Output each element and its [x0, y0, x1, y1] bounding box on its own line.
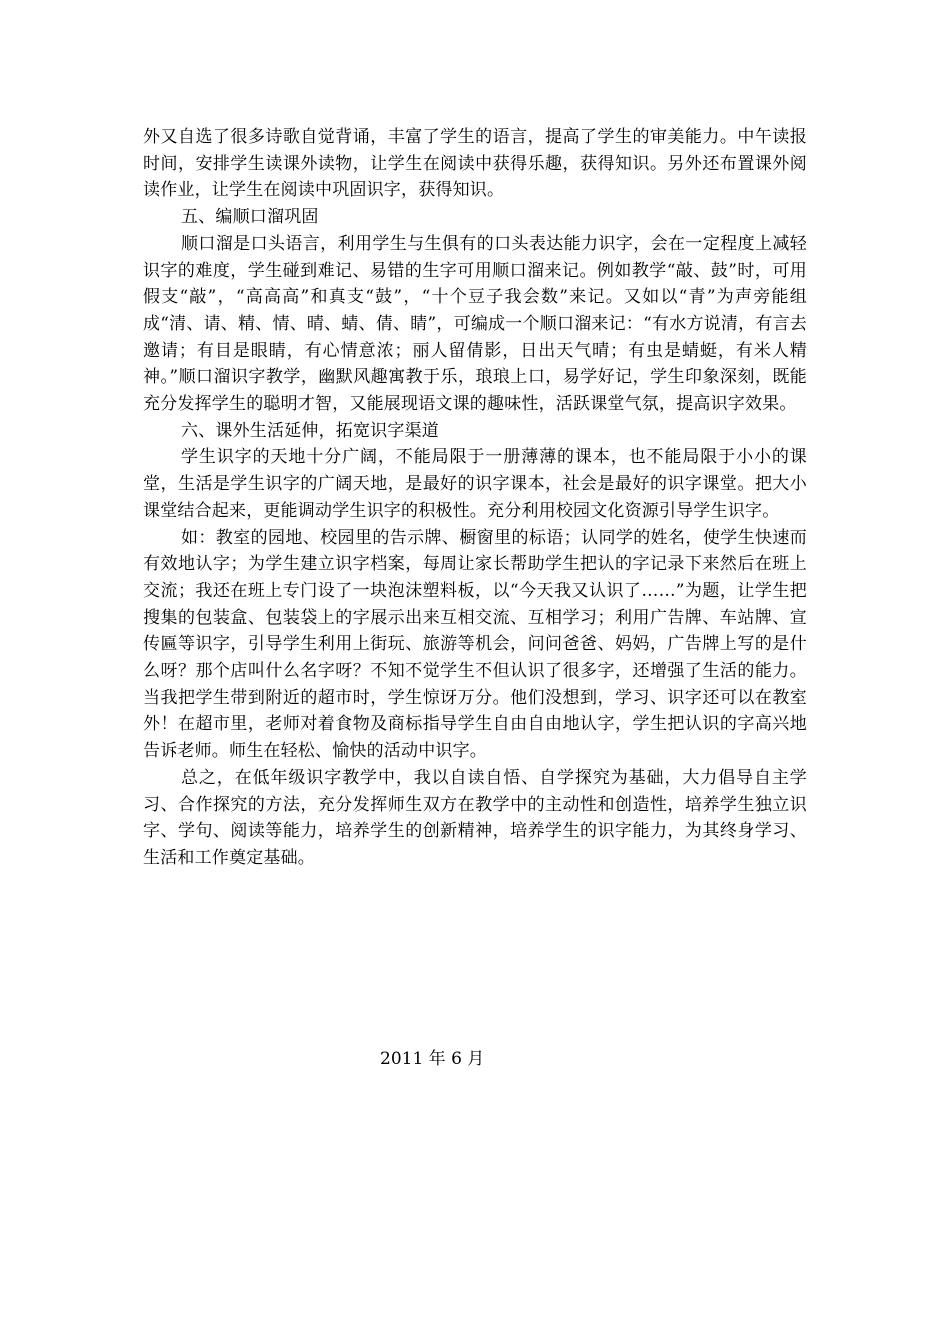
paragraph-conclusion: 总之，在低年级识字教学中，我以自读自悟、自学探究为基础，大力倡导自主学习、合作探究的方法，充分发挥师生双方在教学中的主动性和创造性，培养学生独立识字、学句、阅读等能力，培养学生的创新精神，培养学生的识字能力，为其终身学习、生活和工作奠定基础。 — [143, 767, 807, 868]
paragraph-examples: 如：教室的园地、校园里的告示牌、橱窗里的标语；认同学的姓名，使学生快速而有效地认字；为学生建立识字档案，每周让家长帮助学生把认的字记录下来然后在班上交流；我还在班上专门设了一块泡沫塑料板，以“今天我又认识了……”为题，让学生把搜集的包装盒、包装袋上的字展示出来互相交流、互相学习；利用广告牌、车站牌、宣传匾等识字，引导学生利用上街玩、旅游等机会，问问爸爸、妈妈，广告牌上写的是什么呀？那个店叫什么名字呀？不知不觉学生不但认识了很多字，还增强了生活的能力。当我把学生带到附近的超市时，学生惊讶万分。他们没想到，学习、识字还可以在教室外！在超市里，老师对着食物及商标指导学生自由自由地认字，学生把认识的字高兴地告诉老师。师生在轻松、愉快的活动中识字。 — [143, 527, 807, 762]
document-body — [143, 124, 807, 872]
section-heading-6: 六、课外生活延伸，拓宽识字渠道 — [181, 420, 439, 441]
paragraph-life-extension: 学生识字的天地十分广阔，不能局限于一册薄薄的课本，也不能局限于小小的课堂，生活是学生识字的广阔天地，是最好的识字课本，社会是最好的识字课堂。把大小课堂结合起来，更能调动学生识字的积极性。充分利用校园文化资源引导学生识字。 — [143, 447, 807, 521]
paragraph-continuation: 外又自选了很多诗歌自觉背诵，丰富了学生的语言，提高了学生的审美能力。中午读报时间，安排学生读课外读物，让学生在阅读中获得乐趣，获得知识。另外还布置课外阅读作业，让学生在阅读中巩固识字，获得知识。 — [143, 127, 807, 201]
paragraph-rhyme-method: 顺口溜是口头语言，利用学生与生俱有的口头表达能力识字，会在一定程度上减轻识字的难度，学生碰到难记、易错的生字可用顺口溜来记。例如教学“敲、鼓”时，可用假支“敲”，“高高高”和真支“鼓”，“十个豆子我会数”来记。又如以“青”为声旁能组成“清、请、精、情、晴、蜻、倩、睛”，可编成一个顺口溜来记：“有水方说清，有言去邀请；有目是眼睛，有心情意浓；丽人留倩影，日出天气晴；有虫是蜻蜓，有米人精神。”顺口溜识字教学，幽默风趣寓教于乐，琅琅上口，易学好记，学生印象深刻，既能充分发挥学生的聪明才智，又能展现语文课的趣味性，活跃课堂气氛，提高识字效果。 — [143, 233, 807, 415]
document-date: 2011 年 6 月 — [380, 1049, 485, 1069]
section-heading-5: 五、编顺口溜巩固 — [181, 207, 319, 228]
